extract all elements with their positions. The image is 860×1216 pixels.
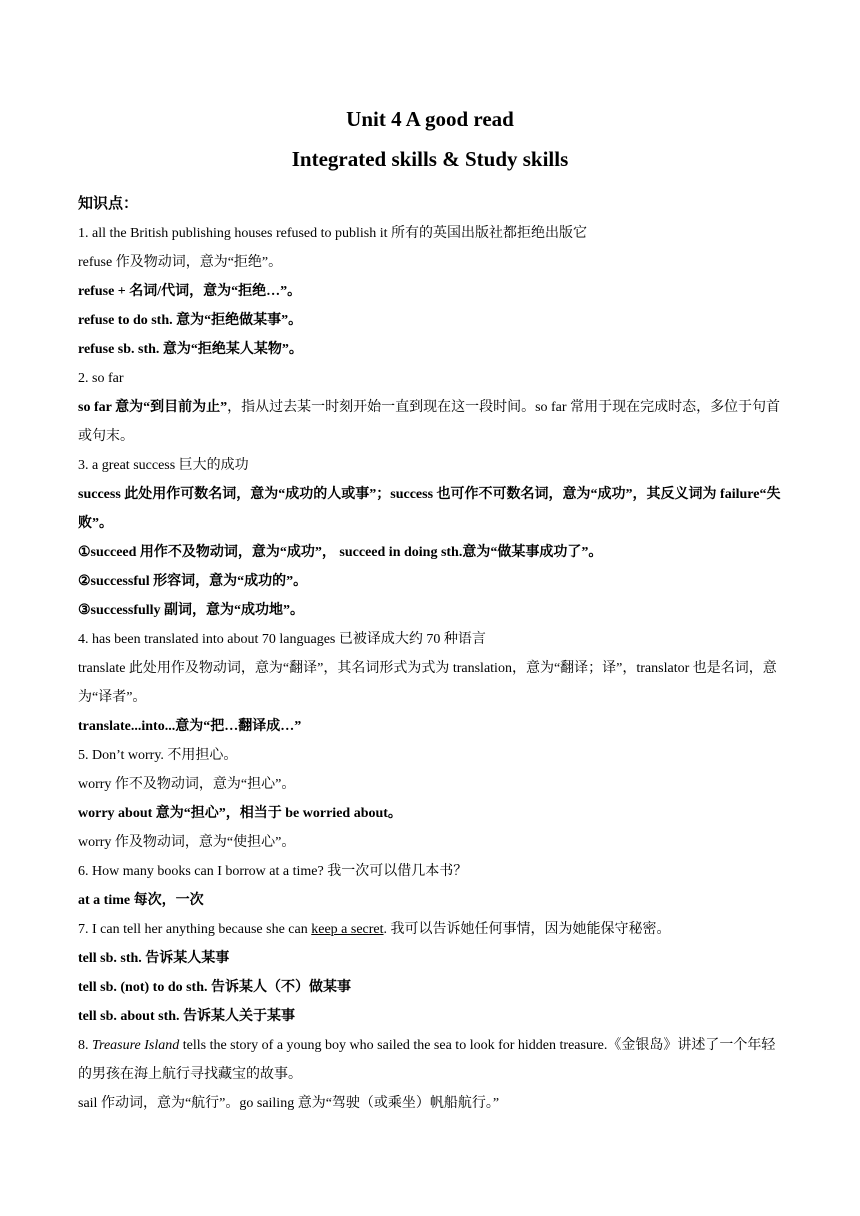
point-2-rest: ，指从过去某一时刻开始一直到现在这一段时间。so far 常用于现在完成时态，多位于句首或句末。 [78, 400, 781, 444]
point-4-bold-1: translate...into...意为“把…翻译成…” [78, 719, 302, 734]
page-title: Unit 4 A good read [346, 107, 514, 131]
point-5-note-2: worry 作及物动词，意为“使担心”。 [78, 835, 296, 850]
point-8 [78, 1031, 784, 1089]
point-8-note: sail 作动词，意为“航行”。go sailing 意为“驾驶（或乘坐）帆船航行。” [78, 1096, 500, 1111]
point-1-bold-2: refuse to do sth. 意为“拒绝做某事”。 [78, 313, 303, 328]
point-5-note-1: worry 作不及物动词，意为“担心”。 [78, 777, 296, 792]
point-1-bold-3: refuse sb. sth. 意为“拒绝某人某物”。 [78, 342, 303, 357]
point-7-bold-2: tell sb. (not) to do sth. 告诉某人（不）做某事 [78, 980, 352, 995]
point-6: 6. How many books can I borrow at a time? 我一次可以借几本书？ [78, 864, 468, 879]
point-8-italic: Treasure Island [92, 1038, 180, 1053]
page-subtitle: Integrated skills & Study skills [291, 147, 569, 171]
point-1: 1. all the British publishing houses refused to publish it 所有的英国出版社都拒绝出版它 [78, 226, 588, 241]
point-8-pre: 8. [78, 1038, 92, 1053]
point-7-pre: 7. I can tell her anything because she can [78, 922, 312, 937]
point-3-bold-3: ②successful 形容词，意为“成功的”。 [78, 574, 308, 589]
point-5: 5. Don’t worry. 不用担心。 [78, 748, 238, 763]
point-7-underlined: keep a secret [311, 922, 384, 937]
point-3-bold-1: success 此处用作可数名词，意为“成功的人或事”；success 也可作不可数名词，意为“成功”，其反义词为 failure“失败”。 [78, 487, 781, 531]
point-1-bold-1: refuse + 名词/代词，意为“拒绝…”。 [78, 284, 302, 299]
point-6-bold-1: at a time 每次，一次 [78, 893, 204, 908]
point-8-post: tells the story of a young boy who sailed the sea to look for hidden treasure.《金银岛》讲述了一个年轻的男孩在海上航行寻找藏宝的故事。 [78, 1038, 776, 1082]
document-body [78, 190, 784, 1118]
point-5-bold-1: worry about 意为“担心”，相当于 be worried about。 [78, 806, 402, 821]
point-2-bold: so far 意为“到目前为止” [78, 400, 228, 415]
point-3-bold-4: ③successfully 副词，意为“成功地”。 [78, 603, 305, 618]
point-3: 3. a great success 巨大的成功 [78, 458, 249, 473]
point-2: 2. so far [78, 371, 124, 386]
point-4: 4. has been translated into about 70 languages 已被译成大约 70 种语言 [78, 632, 486, 647]
point-2-note [78, 393, 784, 451]
point-7 [78, 915, 784, 944]
point-4-note: translate 此处用作及物动词，意为“翻译”，其名词形式为式为 translation，意为“翻译；译”，translator 也是名词，意为“译者”。 [78, 661, 777, 705]
section-heading: 知识点： [78, 196, 139, 212]
point-1-note: refuse 作及物动词，意为“拒绝”。 [78, 255, 283, 270]
point-3-bold-2: ①succeed 用作不及物动词，意为“成功”， succeed in doing sth.意为“做某事成功了”。 [78, 545, 603, 560]
point-7-bold-3: tell sb. about sth. 告诉某人关于某事 [78, 1009, 296, 1024]
point-7-post: . 我可以告诉她任何事情，因为她能保守秘密。 [383, 922, 671, 937]
point-7-bold-1: tell sb. sth. 告诉某人某事 [78, 951, 230, 966]
